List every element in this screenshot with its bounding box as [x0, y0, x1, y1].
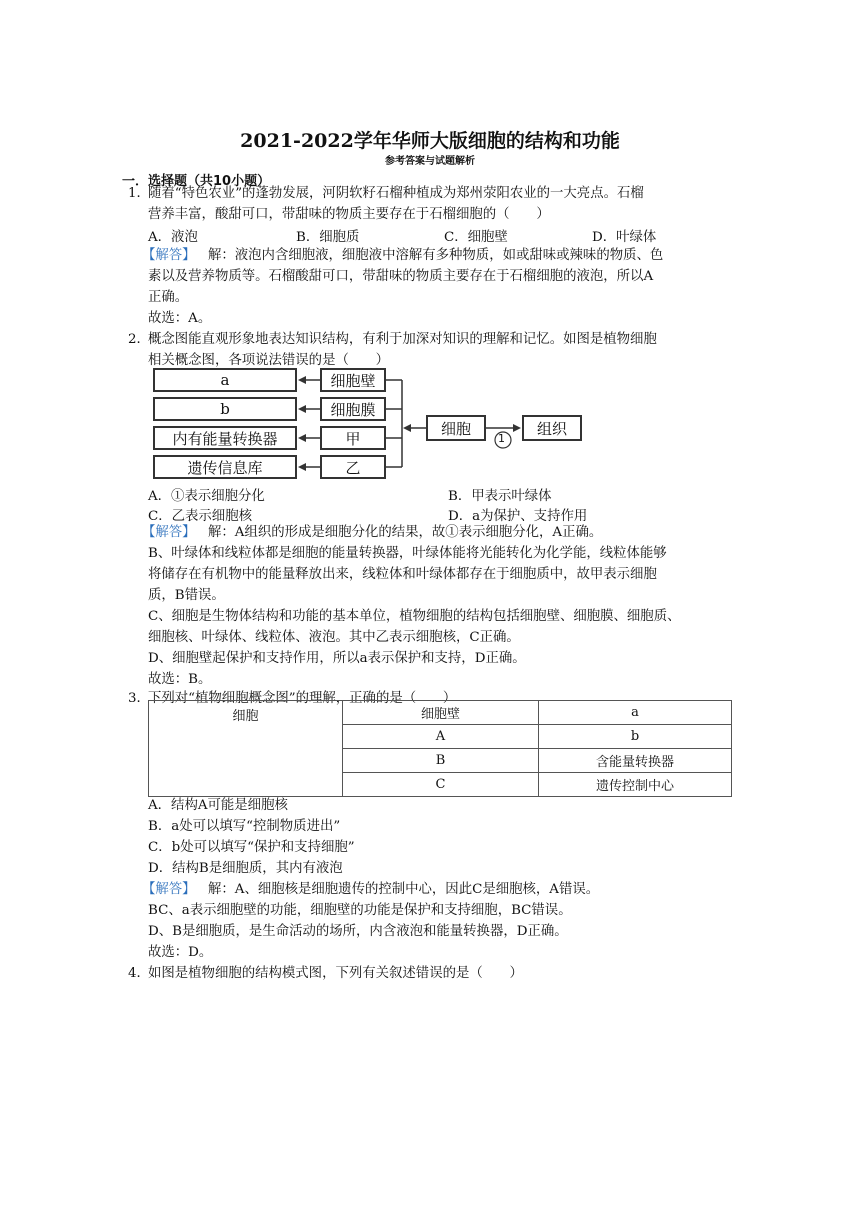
- option-b: B．a处可以填写“控制物质进出”: [148, 819, 341, 834]
- answer-text: 素以及营养物质等。石榴酸甜可口，带甜味的物质主要存在于石榴细胞的液泡，所以A: [148, 269, 654, 284]
- question-stem: 相关概念图，各项说法错误的是（ ）: [148, 353, 390, 368]
- answer-text: B、叶绿体和线粒体都是细胞的能量转换器，叶绿体能将光能转化为化学能，线粒体能够: [148, 546, 667, 561]
- answer-text: 解：A组织的形成是细胞分化的结果，故①表示细胞分化，A正确。: [208, 525, 603, 540]
- answer-text: 质，B错误。: [148, 588, 225, 603]
- question-number: 1．: [128, 186, 150, 201]
- table-cell: C: [343, 773, 539, 797]
- option-d: D．结构B是细胞质，其内有液泡: [148, 861, 343, 876]
- option-b: B．细胞质: [296, 230, 360, 245]
- option-c: C．b处可以填写“保护和支持细胞”: [148, 840, 355, 855]
- document-subtitle: 参考答案与试题解析: [385, 156, 475, 167]
- table-cell: a: [539, 701, 732, 725]
- answer-choice: 故选：A。: [148, 311, 212, 326]
- answer-text: 细胞核、叶绿体、线粒体、液泡。其中乙表示细胞核，C正确。: [148, 630, 520, 645]
- answer-choice: 故选：D。: [148, 945, 213, 960]
- option-a: A．液泡: [148, 230, 198, 245]
- table-cell: 细胞壁: [343, 701, 539, 725]
- question-stem: 概念图能直观形象地表达知识结构，有利于加深对知识的理解和记忆。如图是植物细胞: [148, 332, 657, 347]
- option-d: D．叶绿体: [592, 230, 657, 245]
- diagram-tissue: 组织: [522, 415, 582, 441]
- answer-text: 解：A、细胞核是细胞遗传的控制中心，因此C是细胞核，A错误。: [208, 882, 600, 897]
- answer-text: 正确。: [148, 290, 189, 305]
- answer-tag: 【解答】: [142, 248, 196, 263]
- question-stem: 下列对“植物细胞概念图”的理解，正确的是（ ）: [148, 691, 457, 706]
- diagram-connectors: [0, 0, 860, 500]
- diagram-box-energy: 内有能量转换器: [153, 426, 297, 450]
- answer-text: D、B是细胞质，是生命活动的场所，内含液泡和能量转换器，D正确。: [148, 924, 568, 939]
- question-stem: 随着“特色农业”的蓬勃发展，河阴软籽石榴种植成为郑州荥阳农业的一大亮点。石榴: [148, 186, 644, 201]
- answer-text: C、细胞是生物体结构和功能的基本单位，植物细胞的结构包括细胞壁、细胞膜、细胞质、: [148, 609, 681, 624]
- question-number: 4．: [128, 966, 150, 981]
- table-cell: 含能量转换器: [539, 749, 732, 773]
- answer-text: BC、a表示细胞壁的功能，细胞壁的功能是保护和支持细胞，BC错误。: [148, 903, 572, 918]
- answer-text: 解：液泡内含细胞液，细胞液中溶解有多种物质，如或甜味或辣味的物质、色: [208, 248, 664, 263]
- question-stem: 营养丰富，酸甜可口，带甜味的物质主要存在于石榴细胞的（ ）: [148, 207, 550, 222]
- option-b: B．甲表示叶绿体: [448, 489, 552, 504]
- diagram-cell-wall: 细胞壁: [320, 368, 386, 392]
- option-a: A．①表示细胞分化: [148, 489, 265, 504]
- table-cell: A: [343, 725, 539, 749]
- diagram-cell: 细胞: [426, 415, 486, 441]
- option-c: C．乙表示细胞核: [148, 509, 252, 524]
- diagram-yi: 乙: [320, 455, 386, 479]
- answer-text: D、细胞壁起保护和支持作用，所以a表示保护和支持，D正确。: [148, 651, 526, 666]
- document-title: 2021-2022学年华师大版细胞的结构和功能: [240, 130, 620, 152]
- option-a: A．结构A可能是细胞核: [148, 798, 288, 813]
- table-cell: b: [539, 725, 732, 749]
- option-c: C．细胞壁: [444, 230, 508, 245]
- section-heading: 一．选择题（共10小题）: [122, 174, 271, 189]
- concept-table: [148, 700, 732, 797]
- answer-tag: 【解答】: [142, 525, 196, 540]
- table-cell-cell: 细胞: [149, 701, 343, 797]
- answer-choice: 故选：B。: [148, 672, 212, 687]
- option-d: D．a为保护、支持作用: [448, 509, 588, 524]
- diagram-box-a: a: [153, 368, 297, 392]
- diagram-jia: 甲: [320, 426, 386, 450]
- diagram-box-b: b: [153, 397, 297, 421]
- question-number: 2．: [128, 332, 150, 347]
- diagram-cell-membrane: 细胞膜: [320, 397, 386, 421]
- question-stem: 如图是植物细胞的结构模式图，下列有关叙述错误的是（ ）: [148, 966, 523, 981]
- table-cell: B: [343, 749, 539, 773]
- answer-tag: 【解答】: [142, 882, 196, 897]
- diagram-box-genetic: 遗传信息库: [153, 455, 297, 479]
- table-cell: 遗传控制中心: [539, 773, 732, 797]
- answer-text: 将储存在有机物中的能量释放出来，线粒体和叶绿体都存在于细胞质中，故甲表示细胞: [148, 567, 657, 582]
- diagram-circle-label: 1: [498, 432, 505, 445]
- question-number: 3．: [128, 691, 150, 706]
